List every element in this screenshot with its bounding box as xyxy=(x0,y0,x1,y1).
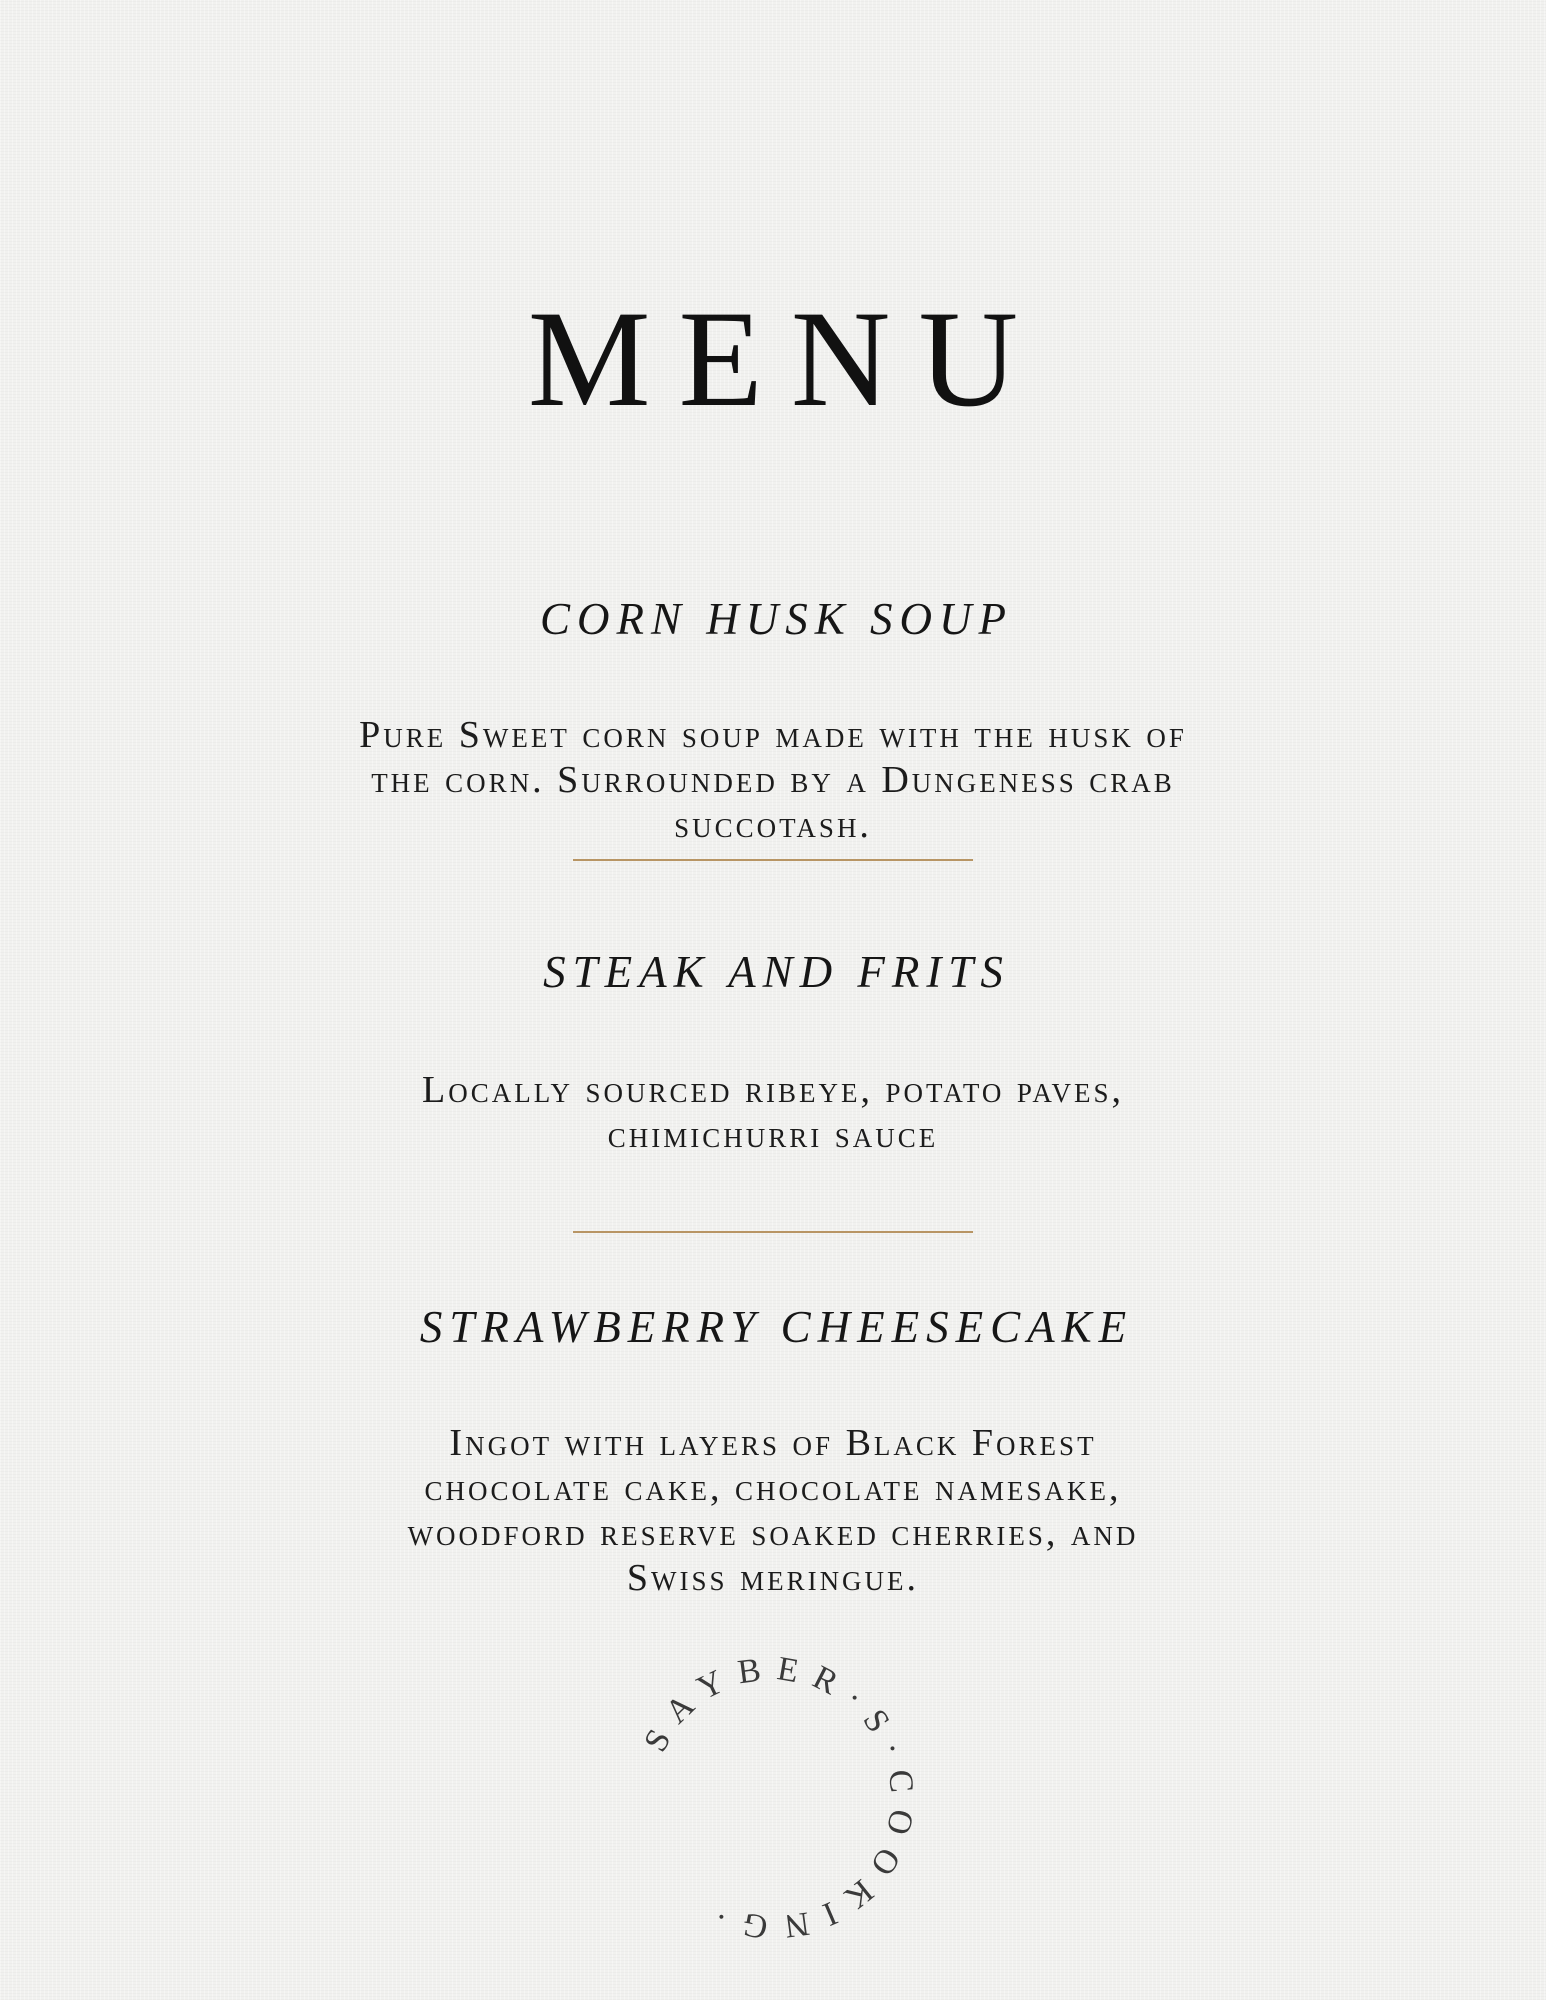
dish-name-2: STEAK AND FRITS xyxy=(543,947,1010,997)
dish-name-3: STRAWBERRY CHEESECAKE xyxy=(419,1302,1134,1352)
dish-name-1: CORN HUSK SOUP xyxy=(539,594,1013,644)
divider-1 xyxy=(573,859,973,861)
menu-title: MENU xyxy=(527,282,1047,435)
dish-description-2: Locally sourced ribeye, potato paves, chimichurri sauce xyxy=(422,1069,1124,1156)
dish-description-1: Pure Sweet corn soup made with the husk of the corn. Surrounded by a Dungeness crab succotash. xyxy=(359,714,1187,846)
divider-2 xyxy=(573,1231,973,1233)
sayber-cooking-logo xyxy=(618,1643,928,1953)
logo-circular-text xyxy=(637,1650,921,1946)
dish-description-3: Ingot with layers of Black Forest chocolate cake, chocolate namesake, woodford reserve soaked cherries, and Swiss meringue. xyxy=(407,1422,1139,1599)
logo-text-path: SAYBER·S·COOKING· xyxy=(637,1649,921,1947)
